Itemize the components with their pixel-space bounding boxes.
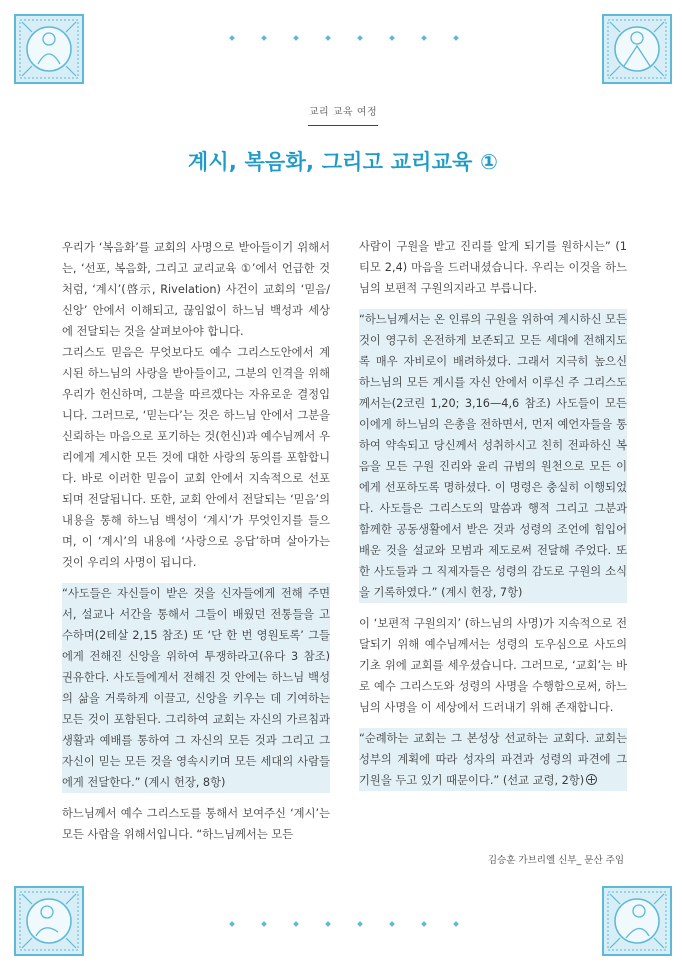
diamond-dot-icon	[325, 921, 331, 927]
paragraph: 우리가 ‘복음화’를 교회의 사명으로 받아들이기 위해서는, ‘선포, 복음화, 그리고 교리교육 ①’에서 언급한 것처럼, ‘계시’(啓示, Rivelation) 사건이 교회의 ‘믿음/신앙’ 안에서 이해되고, 끊임없이 하느님 백성과 세상에 전달되는 것을 살펴보아야 합니다.	[62, 241, 330, 338]
left-column	[62, 237, 330, 845]
diamond-dot-icon	[421, 35, 427, 41]
paragraph: 하느님께서 예수 그리스도를 통해서 보여주신 ‘계시’는 모든 사람을 위해서입니다. “하느님께서는 모든	[62, 807, 330, 841]
saint-medallion-icon	[14, 14, 84, 84]
diamond-dot-icon	[421, 921, 427, 927]
paragraph: 이 ‘보편적 구원의지’ (하느님의 사명)가 지속적으로 전달되기 위해 예수님께서는 성령의 도우심으로 사도의 기초 위에 교회를 세우셨습니다. 그러므로, ‘교회’는 바로 예수 그리스도와 성령의 사명을 수행함으로써, 하느님의 사명을 이 세상에서 드러내기 위해 존재합니다.	[359, 617, 627, 714]
bottom-dot-border	[0, 922, 686, 932]
diamond-dot-icon	[453, 921, 459, 927]
block-quote: “하느님께서는 온 인류의 구원을 위하여 계시하신 모든 것이 영구히 온전하게 보존되고 모든 세대에 전해지도록 매우 자비로이 배려하셨다. 그래서 지극히 높으신 하느님의 모든 계시를 자신 안에서 이루신 주 그리스도께서는(2코린 1,20; 3,16—4,6 참조) 사도들이 모든 이에게 하느님의 은총을 전하면서, 먼저 예언자들을 통하여 약속되고 당신께서 성취하시고 친히 전파하신 복음을 모든 구원 진리와 윤리 규범의 원천으로 모든 이에게 선포하도록 명하셨다. 이 명령은 충실히 이행되었다. 사도들은 그리스도의 말씀과 행적 그리고 그분과 함께한 공동생활에서 받은 것과 성령의 조언에 힘입어 배운 것을 설교와 모범과 제도로써 전달해 주었다. 또한 사도들과 그 직제자들은 성령의 감도로 구원의 소식을 기록하였다.” (계시 헌장, 7항)	[359, 309, 627, 603]
diamond-dot-icon	[325, 35, 331, 41]
paragraph: 사람이 구원을 받고 진리를 알게 되기를 원하시는” (1티모 2,4) 마음을 드러내셨습니다. 우리는 이것을 하느님의 보편적 구원의지라고 부릅니다.	[359, 240, 627, 295]
corner-medallion-bottom-left	[14, 886, 84, 956]
diamond-dot-icon	[293, 35, 299, 41]
quote-text: “순례하는 교회는 그 본성상 선교하는 교회다. 교회는 성부의 계획에 따라 성자의 파견과 성령의 파견에 그 기원을 두고 있기 때문이다.” (선교 교령, 2항)	[359, 732, 627, 787]
diamond-dot-icon	[229, 921, 235, 927]
corner-medallion-top-right	[602, 14, 672, 84]
diamond-dot-icon	[261, 35, 267, 41]
article-title: 계시, 복음화, 그리고 교리교육 ①	[187, 150, 499, 174]
section-divider	[308, 125, 378, 126]
diamond-dot-icon	[229, 35, 235, 41]
block-quote	[359, 728, 627, 791]
diamond-dot-icon	[453, 35, 459, 41]
diamond-dot-icon	[389, 35, 395, 41]
author-byline: 김승훈 가브리엘 신부_ 문산 주임	[487, 855, 624, 866]
end-mark-icon	[586, 774, 597, 785]
diamond-dot-icon	[357, 921, 363, 927]
saint-medallion-icon	[14, 886, 84, 956]
saint-medallion-icon	[602, 14, 672, 84]
paragraph: 그리스도 믿음은 무엇보다도 예수 그리스도안에서 계시된 하느님의 사랑을 받아들이고, 그분의 인격을 위해 우리가 헌신하며, 그분을 따르겠다는 자유로운 결정입니다. 그러므로, ‘믿는다’는 것은 하느님 안에서 그분을 신뢰하는 마음으로 포기하는 것(헌신)과 예수님께서 우리에게 계시한 모든 것에 대한 사랑의 동의를 포함합니다. 바로 이러한 믿음이 교회 안에서 지속적으로 선포되며 전달됩니다. 또한, 교회 안에서 전달되는 ‘믿음’의 내용을 통해 하느님 백성이 ‘계시’가 무엇인지를 들으며, 이 ‘계시’의 내용에 ‘사랑으로 응답’하며 살아가는 것이 우리의 사명이 됩니다.	[62, 346, 330, 569]
block-quote: “사도들은 자신들이 받은 것을 신자들에게 전해 주면서, 설교나 서간을 통해서 그들이 배웠던 전통들을 고수하며(2테살 2,15 참조) 또 ‘단 한 번 영원토록’ 그들에게 전해진 신앙을 위하여 투쟁하라고(유다 3 참조) 권유한다. 사도들에게서 전해진 것 안에는 하느님 백성의 삶을 거룩하게 이끌고, 신앙을 키우는 데 기여하는 모든 것이 포함된다. 그리하여 교회는 자신의 가르침과 생활과 예배를 통하여 그 자신의 모든 것과 그리고 그 자신이 믿는 모든 것을 영속시키며 모든 세대의 사람들에게 전달한다.” (계시 헌장, 8항)	[62, 583, 330, 793]
diamond-dot-icon	[261, 921, 267, 927]
right-column	[359, 236, 627, 801]
section-label: 교리 교육 여정	[308, 107, 378, 118]
top-dot-border	[0, 36, 686, 46]
diamond-dot-icon	[293, 921, 299, 927]
diamond-dot-icon	[389, 921, 395, 927]
corner-medallion-top-left	[14, 14, 84, 84]
corner-medallion-bottom-right	[602, 886, 672, 956]
saint-medallion-icon	[602, 886, 672, 956]
diamond-dot-icon	[357, 35, 363, 41]
